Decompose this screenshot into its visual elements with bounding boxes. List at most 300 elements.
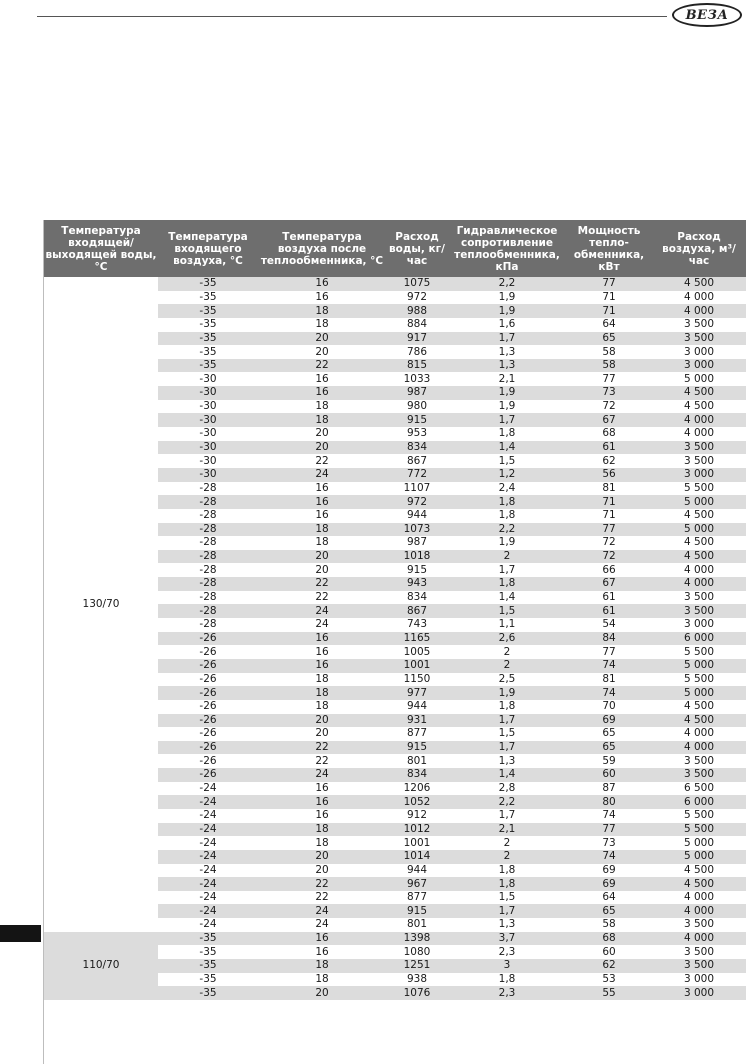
table-cell: 944 bbox=[386, 864, 448, 878]
table-cell: 834 bbox=[386, 441, 448, 455]
table-cell: 867 bbox=[386, 604, 448, 618]
table-cell: 815 bbox=[386, 359, 448, 373]
table-cell: 943 bbox=[386, 577, 448, 591]
table-cell: 81 bbox=[566, 482, 652, 496]
table-cell: 68 bbox=[566, 427, 652, 441]
table-cell: 5 500 bbox=[652, 823, 746, 837]
table-cell: 4 500 bbox=[652, 714, 746, 728]
table-cell: 1150 bbox=[386, 673, 448, 687]
table-cell: -24 bbox=[158, 782, 258, 796]
table-cell: 877 bbox=[386, 891, 448, 905]
table-cell: 1,4 bbox=[448, 441, 566, 455]
table-cell: 1,9 bbox=[448, 536, 566, 550]
table-cell: 70 bbox=[566, 700, 652, 714]
table-cell: -26 bbox=[158, 659, 258, 673]
table-cell: 6 500 bbox=[652, 782, 746, 796]
table-cell: 3 500 bbox=[652, 918, 746, 932]
table-cell: 18 bbox=[258, 700, 386, 714]
table-cell: 74 bbox=[566, 686, 652, 700]
table-cell: 2 bbox=[448, 550, 566, 564]
table-cell: 5 000 bbox=[652, 686, 746, 700]
table-cell: 16 bbox=[258, 795, 386, 809]
table-cell: 1,4 bbox=[448, 768, 566, 782]
table-cell: -24 bbox=[158, 809, 258, 823]
table-cell: 1052 bbox=[386, 795, 448, 809]
table-cell: 1398 bbox=[386, 932, 448, 946]
table-cell: 743 bbox=[386, 618, 448, 632]
table-cell: 24 bbox=[258, 904, 386, 918]
table-cell: 58 bbox=[566, 345, 652, 359]
table-cell: 1,9 bbox=[448, 386, 566, 400]
table-cell: 24 bbox=[258, 618, 386, 632]
table-cell: 71 bbox=[566, 495, 652, 509]
col-header-outlet-air-temp: Температура воздуха после теплообменника, °С bbox=[258, 220, 386, 277]
table-cell: 20 bbox=[258, 727, 386, 741]
table-cell: 74 bbox=[566, 809, 652, 823]
table-cell: 6 000 bbox=[652, 795, 746, 809]
table-cell: 69 bbox=[566, 877, 652, 891]
table-cell: 1,7 bbox=[448, 904, 566, 918]
table-cell: -24 bbox=[158, 823, 258, 837]
table-cell: 2,1 bbox=[448, 823, 566, 837]
table-cell: 877 bbox=[386, 727, 448, 741]
table-cell: 972 bbox=[386, 291, 448, 305]
table-cell: -24 bbox=[158, 864, 258, 878]
table-cell: 67 bbox=[566, 413, 652, 427]
table-cell: 81 bbox=[566, 673, 652, 687]
table-cell: 980 bbox=[386, 400, 448, 414]
table-cell: 801 bbox=[386, 918, 448, 932]
table-cell: 2,3 bbox=[448, 986, 566, 1000]
table-cell: -28 bbox=[158, 550, 258, 564]
table-cell: -35 bbox=[158, 986, 258, 1000]
table-cell: 3 500 bbox=[652, 959, 746, 973]
table-cell: 2,1 bbox=[448, 372, 566, 386]
table-cell: 1,5 bbox=[448, 891, 566, 905]
table-cell: 1,9 bbox=[448, 686, 566, 700]
table-cell: 4 000 bbox=[652, 904, 746, 918]
table-cell: 4 500 bbox=[652, 536, 746, 550]
table-cell: -35 bbox=[158, 973, 258, 987]
table-cell: 20 bbox=[258, 427, 386, 441]
table-cell: 61 bbox=[566, 604, 652, 618]
table-cell: 55 bbox=[566, 986, 652, 1000]
table-cell: -30 bbox=[158, 413, 258, 427]
table-cell: 2,8 bbox=[448, 782, 566, 796]
table-cell: 5 000 bbox=[652, 850, 746, 864]
table-cell: 16 bbox=[258, 495, 386, 509]
table-cell: 53 bbox=[566, 973, 652, 987]
table-cell: 2,2 bbox=[448, 277, 566, 291]
table-cell: 16 bbox=[258, 291, 386, 305]
table-cell: 4 500 bbox=[652, 400, 746, 414]
table-cell: 22 bbox=[258, 877, 386, 891]
table-cell: 1,8 bbox=[448, 495, 566, 509]
table-cell: 18 bbox=[258, 823, 386, 837]
table-cell: 4 500 bbox=[652, 550, 746, 564]
group-water-temp-cell: 130/70 bbox=[44, 277, 158, 932]
table-cell: 3 000 bbox=[652, 468, 746, 482]
table-cell: -28 bbox=[158, 495, 258, 509]
table-cell: -26 bbox=[158, 700, 258, 714]
table-cell: 16 bbox=[258, 632, 386, 646]
table-cell: 84 bbox=[566, 632, 652, 646]
table-cell: 22 bbox=[258, 359, 386, 373]
table-cell: 1,9 bbox=[448, 291, 566, 305]
table-cell: 917 bbox=[386, 332, 448, 346]
table-cell: 987 bbox=[386, 536, 448, 550]
table-cell: -30 bbox=[158, 372, 258, 386]
table-cell: 4 000 bbox=[652, 891, 746, 905]
table-cell: 77 bbox=[566, 523, 652, 537]
table-cell: 20 bbox=[258, 550, 386, 564]
table-cell: 1001 bbox=[386, 659, 448, 673]
table-cell: 915 bbox=[386, 904, 448, 918]
table-cell: 1018 bbox=[386, 550, 448, 564]
table-cell: -28 bbox=[158, 536, 258, 550]
table-cell: 16 bbox=[258, 277, 386, 291]
table-cell: -26 bbox=[158, 727, 258, 741]
table-cell: 1,7 bbox=[448, 413, 566, 427]
table-cell: 1,8 bbox=[448, 509, 566, 523]
table-cell: 20 bbox=[258, 864, 386, 878]
table-cell: 4 000 bbox=[652, 291, 746, 305]
table-cell: 1,3 bbox=[448, 359, 566, 373]
table-cell: 20 bbox=[258, 332, 386, 346]
table-cell: 24 bbox=[258, 604, 386, 618]
table-cell: 1251 bbox=[386, 959, 448, 973]
table-cell: 1,3 bbox=[448, 754, 566, 768]
table-cell: 18 bbox=[258, 400, 386, 414]
table-cell: 16 bbox=[258, 932, 386, 946]
table-row bbox=[44, 277, 746, 291]
table-cell: -35 bbox=[158, 345, 258, 359]
table-cell: 3 000 bbox=[652, 359, 746, 373]
header-rule bbox=[37, 16, 667, 17]
table-cell: 74 bbox=[566, 850, 652, 864]
table-cell: 18 bbox=[258, 673, 386, 687]
table-cell: 3 500 bbox=[652, 454, 746, 468]
table-cell: 1,8 bbox=[448, 973, 566, 987]
table-cell: 4 000 bbox=[652, 304, 746, 318]
col-header-water-flow: Расход воды, кг/час bbox=[386, 220, 448, 277]
table-cell: 3 500 bbox=[652, 768, 746, 782]
table-cell: 1,7 bbox=[448, 714, 566, 728]
table-cell: 1107 bbox=[386, 482, 448, 496]
table-cell: 2,4 bbox=[448, 482, 566, 496]
table-cell: 22 bbox=[258, 577, 386, 591]
table-cell: -28 bbox=[158, 577, 258, 591]
table-cell: 16 bbox=[258, 809, 386, 823]
table-cell: 18 bbox=[258, 413, 386, 427]
table-cell: 1,8 bbox=[448, 700, 566, 714]
table-cell: 1,5 bbox=[448, 454, 566, 468]
table-cell: -30 bbox=[158, 454, 258, 468]
table-cell: -26 bbox=[158, 714, 258, 728]
table-cell: 3 500 bbox=[652, 754, 746, 768]
table-cell: 1033 bbox=[386, 372, 448, 386]
table-cell: 944 bbox=[386, 700, 448, 714]
table-cell: 62 bbox=[566, 454, 652, 468]
table-cell: 22 bbox=[258, 454, 386, 468]
table-cell: 73 bbox=[566, 386, 652, 400]
table-cell: 69 bbox=[566, 864, 652, 878]
table-cell: 18 bbox=[258, 536, 386, 550]
table-cell: 772 bbox=[386, 468, 448, 482]
table-cell: 938 bbox=[386, 973, 448, 987]
table-cell: 1,4 bbox=[448, 591, 566, 605]
table-row bbox=[44, 932, 746, 946]
table-cell: 60 bbox=[566, 768, 652, 782]
table-cell: 3 500 bbox=[652, 332, 746, 346]
table-cell: 5 000 bbox=[652, 495, 746, 509]
table-cell: 16 bbox=[258, 372, 386, 386]
table-cell: 1,7 bbox=[448, 809, 566, 823]
table-cell: -30 bbox=[158, 441, 258, 455]
table-cell: -35 bbox=[158, 945, 258, 959]
table-body bbox=[44, 277, 746, 1000]
table-cell: -35 bbox=[158, 359, 258, 373]
table-cell: -24 bbox=[158, 904, 258, 918]
table-cell: 3 bbox=[448, 959, 566, 973]
table-cell: 20 bbox=[258, 850, 386, 864]
table-cell: 67 bbox=[566, 577, 652, 591]
table-cell: 4 000 bbox=[652, 427, 746, 441]
table-cell: 22 bbox=[258, 891, 386, 905]
table-cell: -26 bbox=[158, 686, 258, 700]
table-cell: 3 500 bbox=[652, 441, 746, 455]
table-cell: 24 bbox=[258, 918, 386, 932]
table-cell: 834 bbox=[386, 591, 448, 605]
table-cell: 4 500 bbox=[652, 877, 746, 891]
table-cell: -35 bbox=[158, 332, 258, 346]
table-cell: 3 000 bbox=[652, 618, 746, 632]
table-cell: -35 bbox=[158, 318, 258, 332]
table-cell: 1073 bbox=[386, 523, 448, 537]
table-cell: 1014 bbox=[386, 850, 448, 864]
table-cell: 4 000 bbox=[652, 413, 746, 427]
table-cell: 22 bbox=[258, 754, 386, 768]
table-cell: 915 bbox=[386, 413, 448, 427]
table-cell: 3 000 bbox=[652, 973, 746, 987]
table-cell: 22 bbox=[258, 591, 386, 605]
table-cell: -35 bbox=[158, 932, 258, 946]
table-cell: 944 bbox=[386, 509, 448, 523]
table-cell: 1206 bbox=[386, 782, 448, 796]
table-cell: 3 500 bbox=[652, 945, 746, 959]
table-cell: 2 bbox=[448, 836, 566, 850]
table-cell: 1,2 bbox=[448, 468, 566, 482]
table-cell: -35 bbox=[158, 304, 258, 318]
table-cell: -24 bbox=[158, 836, 258, 850]
table-cell: 5 000 bbox=[652, 836, 746, 850]
col-header-hydraulic-resistance: Гидравлическое сопротивление теплообменника, кПа bbox=[448, 220, 566, 277]
table-cell: 20 bbox=[258, 441, 386, 455]
table-cell: 18 bbox=[258, 836, 386, 850]
table-cell: -28 bbox=[158, 618, 258, 632]
table-cell: 987 bbox=[386, 386, 448, 400]
table-cell: -24 bbox=[158, 877, 258, 891]
table-cell: 4 500 bbox=[652, 509, 746, 523]
table-cell: 58 bbox=[566, 918, 652, 932]
table-cell: 1076 bbox=[386, 986, 448, 1000]
table-cell: 18 bbox=[258, 304, 386, 318]
table-cell: -28 bbox=[158, 563, 258, 577]
table-cell: 20 bbox=[258, 563, 386, 577]
table-cell: 2,2 bbox=[448, 795, 566, 809]
table-cell: 2,3 bbox=[448, 945, 566, 959]
table-cell: 2 bbox=[448, 645, 566, 659]
table-cell: 16 bbox=[258, 482, 386, 496]
heat-exchanger-table-container bbox=[44, 220, 746, 1000]
table-cell: -28 bbox=[158, 604, 258, 618]
table-cell: 1,6 bbox=[448, 318, 566, 332]
table-cell: 5 500 bbox=[652, 809, 746, 823]
table-cell: 64 bbox=[566, 318, 652, 332]
table-cell: 1165 bbox=[386, 632, 448, 646]
table-cell: 65 bbox=[566, 332, 652, 346]
table-cell: 16 bbox=[258, 645, 386, 659]
table-cell: 69 bbox=[566, 714, 652, 728]
table-cell: 65 bbox=[566, 741, 652, 755]
table-cell: 3 000 bbox=[652, 345, 746, 359]
table-cell: -35 bbox=[158, 291, 258, 305]
table-cell: 71 bbox=[566, 304, 652, 318]
table-cell: -35 bbox=[158, 277, 258, 291]
table-cell: 64 bbox=[566, 891, 652, 905]
table-cell: 18 bbox=[258, 523, 386, 537]
table-cell: 953 bbox=[386, 427, 448, 441]
table-cell: 20 bbox=[258, 345, 386, 359]
table-cell: 912 bbox=[386, 809, 448, 823]
table-cell: 1,7 bbox=[448, 332, 566, 346]
table-cell: -24 bbox=[158, 891, 258, 905]
table-cell: 65 bbox=[566, 727, 652, 741]
table-cell: 62 bbox=[566, 959, 652, 973]
table-cell: 4 500 bbox=[652, 700, 746, 714]
table-cell: 1,8 bbox=[448, 877, 566, 891]
table-cell: 972 bbox=[386, 495, 448, 509]
table-cell: 3,7 bbox=[448, 932, 566, 946]
table-cell: -35 bbox=[158, 959, 258, 973]
table-cell: 1,8 bbox=[448, 577, 566, 591]
table-cell: 16 bbox=[258, 509, 386, 523]
table-cell: 5 500 bbox=[652, 645, 746, 659]
table-cell: 77 bbox=[566, 372, 652, 386]
table-cell: 4 500 bbox=[652, 277, 746, 291]
table-cell: 68 bbox=[566, 932, 652, 946]
table-cell: -26 bbox=[158, 645, 258, 659]
table-cell: 65 bbox=[566, 904, 652, 918]
logo-text: ВЕЗА bbox=[685, 7, 729, 23]
table-cell: 1,8 bbox=[448, 427, 566, 441]
table-cell: 22 bbox=[258, 741, 386, 755]
table-cell: 16 bbox=[258, 659, 386, 673]
table-cell: 1,5 bbox=[448, 604, 566, 618]
table-cell: 1,7 bbox=[448, 563, 566, 577]
table-cell: -26 bbox=[158, 632, 258, 646]
table-cell: 72 bbox=[566, 550, 652, 564]
veza-logo bbox=[672, 3, 742, 27]
table-cell: 18 bbox=[258, 973, 386, 987]
table-cell: 786 bbox=[386, 345, 448, 359]
table-cell: 2,6 bbox=[448, 632, 566, 646]
table-cell: -26 bbox=[158, 768, 258, 782]
table-cell: -30 bbox=[158, 468, 258, 482]
table-cell: 2,2 bbox=[448, 523, 566, 537]
table-cell: 4 000 bbox=[652, 932, 746, 946]
table-cell: 61 bbox=[566, 591, 652, 605]
table-cell: 1012 bbox=[386, 823, 448, 837]
col-header-water-temp: Температура входящей/ выходящей воды, °С bbox=[44, 220, 158, 277]
table-cell: 18 bbox=[258, 318, 386, 332]
table-cell: 4 000 bbox=[652, 563, 746, 577]
table-cell: 2 bbox=[448, 850, 566, 864]
table-cell: 18 bbox=[258, 959, 386, 973]
table-cell: 61 bbox=[566, 441, 652, 455]
table-cell: 5 000 bbox=[652, 523, 746, 537]
table-cell: 54 bbox=[566, 618, 652, 632]
table-cell: 4 500 bbox=[652, 386, 746, 400]
table-cell: 77 bbox=[566, 823, 652, 837]
table-cell: 2 bbox=[448, 659, 566, 673]
table-cell: -26 bbox=[158, 754, 258, 768]
table-cell: 1,3 bbox=[448, 918, 566, 932]
table-cell: 87 bbox=[566, 782, 652, 796]
table-cell: 56 bbox=[566, 468, 652, 482]
table-cell: -28 bbox=[158, 509, 258, 523]
table-cell: 6 000 bbox=[652, 632, 746, 646]
group-water-temp-cell: 110/70 bbox=[44, 932, 158, 1000]
table-cell: 1,1 bbox=[448, 618, 566, 632]
table-cell: -30 bbox=[158, 386, 258, 400]
table-cell: -28 bbox=[158, 482, 258, 496]
table-cell: 20 bbox=[258, 714, 386, 728]
table-cell: 1,5 bbox=[448, 727, 566, 741]
table-cell: -24 bbox=[158, 850, 258, 864]
table-cell: 1,8 bbox=[448, 864, 566, 878]
table-cell: 1,9 bbox=[448, 304, 566, 318]
table-cell: 1001 bbox=[386, 836, 448, 850]
table-cell: 988 bbox=[386, 304, 448, 318]
table-cell: -26 bbox=[158, 673, 258, 687]
table-cell: 20 bbox=[258, 986, 386, 1000]
table-cell: -28 bbox=[158, 523, 258, 537]
table-cell: 1,7 bbox=[448, 741, 566, 755]
table-cell: 3 500 bbox=[652, 604, 746, 618]
table-cell: 1080 bbox=[386, 945, 448, 959]
table-cell: 24 bbox=[258, 768, 386, 782]
table-cell: -24 bbox=[158, 795, 258, 809]
col-header-air-flow: Расход воздуха, м³/час bbox=[652, 220, 746, 277]
table-cell: 74 bbox=[566, 659, 652, 673]
col-header-inlet-air-temp: Температура входящего воздуха, °С bbox=[158, 220, 258, 277]
table-cell: 884 bbox=[386, 318, 448, 332]
table-cell: -30 bbox=[158, 400, 258, 414]
table-cell: -24 bbox=[158, 918, 258, 932]
table-cell: 66 bbox=[566, 563, 652, 577]
table-cell: 24 bbox=[258, 468, 386, 482]
table-header-row bbox=[44, 220, 746, 277]
table-cell: 59 bbox=[566, 754, 652, 768]
table-cell: 4 500 bbox=[652, 864, 746, 878]
table-cell: 80 bbox=[566, 795, 652, 809]
table-cell: 71 bbox=[566, 509, 652, 523]
table-cell: 5 000 bbox=[652, 372, 746, 386]
table-cell: 915 bbox=[386, 741, 448, 755]
table-cell: 73 bbox=[566, 836, 652, 850]
heat-exchanger-table bbox=[44, 220, 746, 1000]
